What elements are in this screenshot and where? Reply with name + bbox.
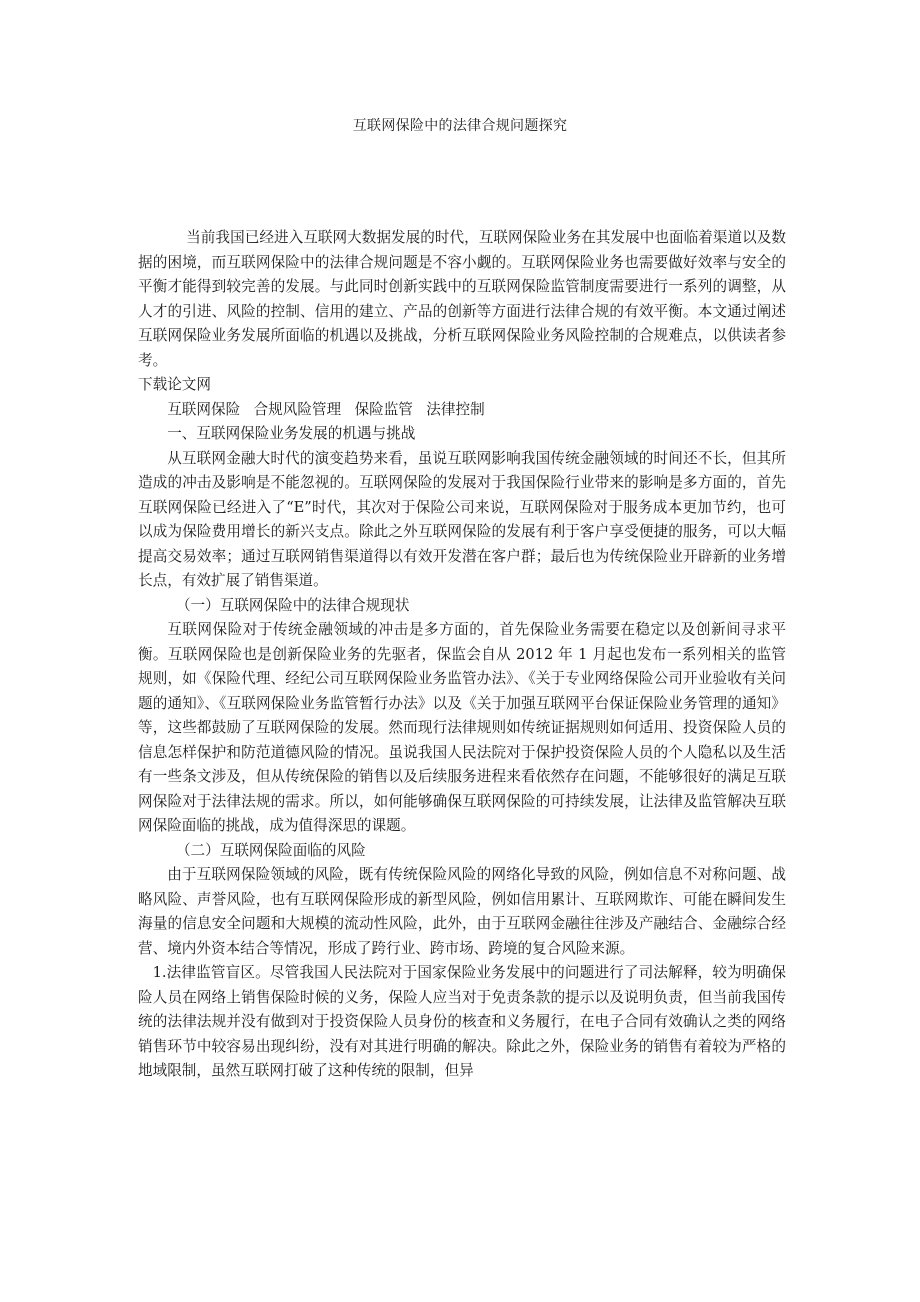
subsection2-paragraph: 由于互联网保险领域的风险，既有传统保险风险的网络化导致的风险，例如信息不对称问题、战略风险、声誉风险，也有互联网保险形成的新型风险，例如信用累计、互联网欺诈、可能在瞬间发生海量的信息安全问题和大规模的流动性风险，此外，由于互联网金融往往涉及产融结合、金融综合经营、境内外资本结合等情况，形成了跨行业、跨市场、跨境的复合风险来源。 — [138, 866, 786, 957]
abstract-paragraph: 当前我国已经进入互联网大数据发展的时代，互联网保险业务在其发展中也面临着渠道以及数据的困境，而互联网保险中的法律合规问题是不容小觑的。互联网保险业务也需要做好效率与安全的平衡才能得到较完善的发展。与此同时创新实践中的互联网保险监管制度需要进行一系列的调整，从人才的引进、风险的控制、信用的建立、产品的创新等方面进行法律合规的有效平衡。本文通过阐述互联网保险业务发展所面临的机遇以及挑战，分析互联网保险业务风险控制的合规难点，以供读者参考。 — [138, 229, 786, 369]
section1-paragraph: 从互联网金融大时代的演变趋势来看，虽说互联网影响我国传统金融领域的时间还不长，但其所造成的冲击及影响是不能忽视的。互联网保险的发展对于我国保险行业带来的影响是多方面的，首先互联网保险已经进入了“E”时代，其次对于保险公司来说，互联网保险对于服务成本更加节约，也可以成为保险费用增长的新兴支点。除此之外互联网保险的发展有利于客户享受便捷的服务，可以大幅提高交易效率；通过互联网销售渠道得以有效开发潜在客户群；最后也为传统保险业开辟新的业务增长点，有效扩展了销售渠道。 — [138, 449, 786, 589]
subsection-heading: （二）互联网保险面临的风险 — [175, 841, 366, 859]
source-label: 下载论文网 — [138, 376, 211, 393]
document-body — [138, 226, 786, 1084]
keywords-line: 互联网保险 合规风险管理 保险监管 法律控制 — [167, 400, 485, 418]
point1-paragraph: 1.法律监管盲区。尽管我国人民法院对于国家保险业务发展中的问题进行了司法解释，较为明确保险人员在网络上销售保险时候的义务，保险人应当对于免责条款的提示以及说明负责，但当前我国传统的法律法规并没有做到对于投资保险人员身份的核查和义务履行，在电子合同有效确认之类的网络销售环节中较容易出现纠纷，没有对其进行明确的解决。除此之外，保险业务的销售有着较为严格的地域限制，虽然互联网打破了这种传统的限制，但异 — [138, 964, 786, 1079]
subsection1-paragraph: 互联网保险对于传统金融领域的冲击是多方面的，首先保险业务需要在稳定以及创新间寻求平衡。互联网保险也是创新保险业务的先驱者，保监会自从 2012 年 1 月起也发布一系列相关的监管规则，如《保险代理、经纪公司互联网保险业务监管办法》、《关于专业网络保险公司开业验收有关问题的通知》、《互联网保险业务监管暂行办法》以及《关于加强互联网平台保证保险业务管理的通知》等，这些都鼓励了互联网保险的发展。然而现行法律规则如传统证据规则如何适用、投资保险人员的信息怎样保护和防范道德风险的情况。虽说我国人民法院对于保护投资保险人员的个人隐私以及生活有一些条文涉及，但从传统保险的销售以及后续服务进程来看依然存在问题，不能够很好的满足互联网保险对于法律法规的需求。所以，如何能够确保互联网保险的可持续发展，让法律及监管解决互联网保险面临的挑战，成为值得深思的课题。 — [138, 621, 786, 834]
section-heading: 一、互联网保险业务发展的机遇与挑战 — [167, 425, 416, 442]
subsection-heading: （一）互联网保险中的法律合规现状 — [175, 596, 410, 614]
document-title: 互联网保险中的法律合规问题探究 — [352, 118, 568, 134]
